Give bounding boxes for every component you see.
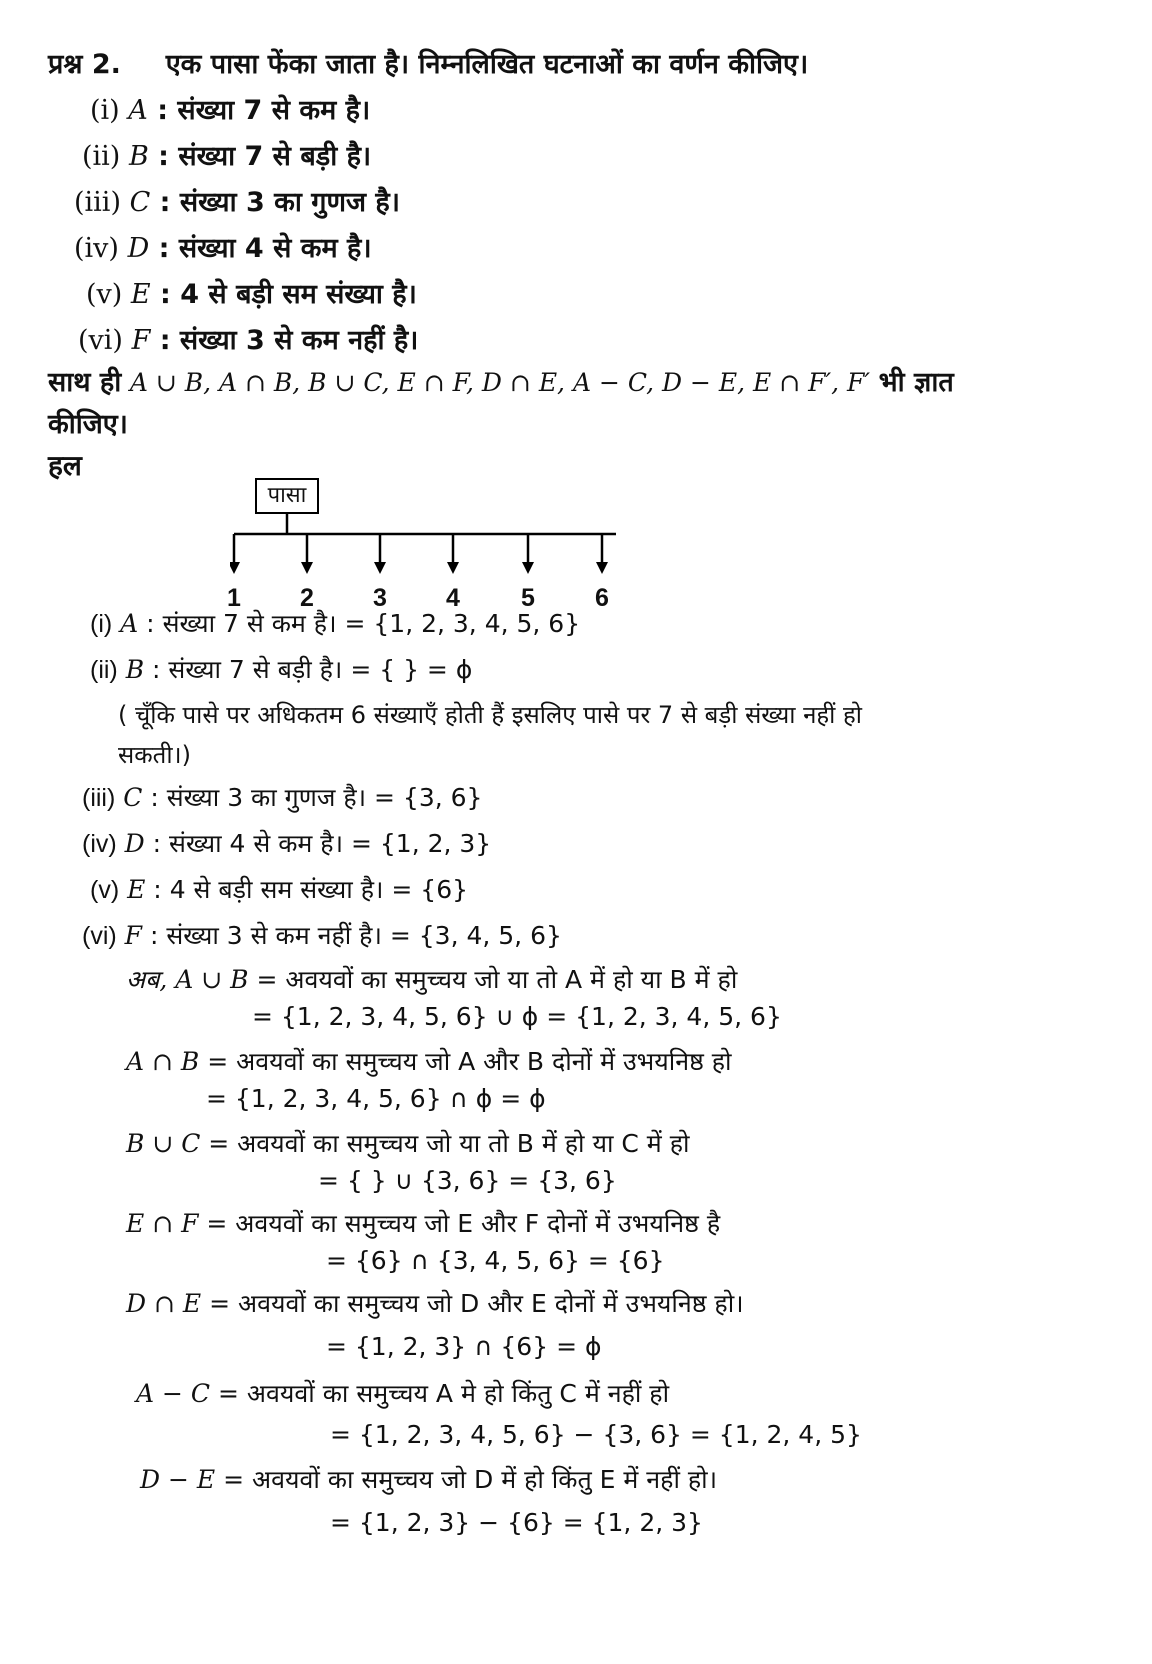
op-lhs: E ∩ F (126, 1209, 199, 1238)
event-desc: 4 से बड़ी सम संख्या है। (180, 279, 417, 310)
event-label: F (131, 325, 151, 356)
op-diff-de-result: = {1, 2, 3} − {6} = {1, 2, 3} (330, 1508, 703, 1537)
event-label: C (123, 783, 143, 812)
event-roman: (iv) (74, 233, 119, 264)
die-face-1: 1 (227, 584, 241, 612)
question-event-5: (v) E : 4 से बड़ी सम संख्या है। (86, 279, 417, 310)
die-face-4: 4 (446, 584, 460, 612)
event-roman: (vi) (78, 325, 123, 356)
event-desc: संख्या 3 का गुणज है। = {3, 6} (166, 783, 483, 812)
op-union-ab-result: = {1, 2, 3, 4, 5, 6} ∪ ϕ = {1, 2, 3, 4, 5, 6} (252, 1002, 782, 1031)
question-text: एक पासा फेंका जाता है। निम्नलिखित घटनाओं का वर्णन कीजिए। (165, 49, 809, 80)
die-face-3: 3 (373, 584, 387, 612)
event-desc: संख्या 3 से कम नहीं है। (179, 325, 419, 356)
solution-event-6: (vi) F : संख्या 3 से कम नहीं है। = {3, 4, 5, 6} (82, 921, 562, 950)
event-label: D (124, 829, 145, 858)
op-lhs: D ∩ E (126, 1289, 202, 1318)
op-definition: = अवयवों का समुच्चय जो D और E दोनों में उभयनिष्ठ हो। (201, 1289, 744, 1318)
op-union-bc-result: = { } ∪ {3, 6} = {3, 6} (318, 1166, 617, 1195)
op-intersect-de (126, 1286, 744, 1320)
solution-heading: हल (48, 449, 82, 482)
event-roman: (i) (90, 95, 120, 126)
event-desc: संख्या 3 से कम नहीं है। = {3, 4, 5, 6} (166, 921, 562, 950)
op-lhs: अब, A ∪ B (126, 965, 249, 994)
op-definition: = अवयवों का समुच्चय जो या तो B में हो या C में हो (200, 1129, 690, 1158)
also-find-line (48, 362, 954, 399)
arrow-head-4 (447, 562, 459, 574)
question-heading (48, 44, 808, 81)
op-definition: = अवयवों का समुच्चय जो D में हो किंतु E में नहीं हो। (215, 1465, 718, 1494)
question-event-4: (iv) D : संख्या 4 से कम है। (74, 233, 372, 264)
op-lhs: A − C (136, 1379, 211, 1408)
op-intersect-de-result: = {1, 2, 3} ∩ {6} = ϕ (326, 1332, 602, 1361)
die-face-5: 5 (521, 584, 535, 612)
event-desc: संख्या 7 से कम है। = {1, 2, 3, 4, 5, 6} (162, 609, 581, 638)
event-desc: संख्या 4 से कम है। = {1, 2, 3} (169, 829, 492, 858)
also-suffix: भी ज्ञात (878, 367, 954, 398)
also-prefix: साथ ही (48, 367, 122, 398)
op-definition: = अवयवों का समुच्चय जो A और B दोनों में उभयनिष्ठ हो (199, 1047, 732, 1076)
solution-event-1: (i) A : संख्या 7 से कम है। = {1, 2, 3, 4, 5, 6} (90, 609, 581, 638)
arrow-head-1 (230, 562, 240, 574)
op-lhs: A ∩ B (126, 1047, 200, 1076)
arrow-head-3 (374, 562, 386, 574)
op-union-ab (126, 962, 737, 996)
dice-tree-lines (230, 478, 650, 588)
event-desc: संख्या 7 से बड़ी है। (178, 141, 372, 172)
op-definition: = अवयवों का समुच्चय जो E और F दोनों में उभयनिष्ठ है (198, 1209, 721, 1238)
event-label: E (127, 875, 146, 904)
question-event-6: (vi) F : संख्या 3 से कम नहीं है। (78, 325, 419, 356)
die-box: पासा (255, 478, 319, 514)
event-roman: (ii) (82, 141, 121, 172)
op-intersect-ef (126, 1206, 720, 1240)
op-diff-ac-result: = {1, 2, 3, 4, 5, 6} − {3, 6} = {1, 2, 4, 5} (330, 1420, 862, 1449)
arrow-head-2 (301, 562, 313, 574)
event-desc: संख्या 4 से कम है। (178, 233, 372, 264)
event-label: E (130, 279, 151, 310)
event-roman: (iii) (74, 187, 121, 218)
note-line-2: सकती।) (118, 741, 192, 769)
event-label: F (124, 921, 143, 950)
event-roman: (ii) (90, 656, 118, 684)
arrow-head-5 (522, 562, 534, 574)
question-event-2: (ii) B : संख्या 7 से बड़ी है। (82, 141, 372, 172)
solution-event-4: (iv) D : संख्या 4 से कम है। = {1, 2, 3} (82, 829, 492, 858)
note-line-1: ( चूँकि पासे पर अधिकतम 6 संख्याएँ होती हैं इसलिए पासे पर 7 से बड़ी संख्या नहीं हो (118, 701, 862, 729)
op-intersect-ab-result: = {1, 2, 3, 4, 5, 6} ∩ ϕ = ϕ (206, 1084, 546, 1113)
op-diff-de (140, 1462, 717, 1496)
op-definition: = अवयवों का समुच्चय A मे हो किंतु C में नहीं हो (210, 1379, 670, 1408)
event-desc: संख्या 7 से बड़ी है। = { } = ϕ (168, 655, 473, 684)
event-roman: (vi) (82, 922, 117, 950)
event-roman: (iv) (82, 830, 117, 858)
op-definition: = अवयवों का समुच्चय जो या तो A में हो या B में हो (248, 965, 738, 994)
op-lhs: B ∪ C (126, 1129, 201, 1158)
die-face-2: 2 (300, 584, 314, 612)
event-label: B (125, 655, 145, 684)
op-lhs: D − E (140, 1465, 216, 1494)
arrow-head-6 (596, 562, 608, 574)
event-roman: (i) (90, 610, 113, 638)
question-event-3: (iii) C : संख्या 3 का गुणज है। (74, 187, 401, 218)
event-label: D (127, 233, 150, 264)
event-roman: (v) (86, 279, 123, 310)
event-roman: (iii) (82, 784, 116, 812)
also-sets: A ∪ B, A ∩ B, B ∪ C, E ∩ F, D ∩ E, A − C, D − E, E ∩ F′, F′ (129, 368, 871, 397)
event-label: B (128, 141, 149, 172)
event-label: A (128, 95, 148, 126)
solution-event-5: (v) E : 4 से बड़ी सम संख्या है। = {6} (90, 875, 469, 904)
event-desc: संख्या 3 का गुणज है। (179, 187, 401, 218)
question-number: प्रश्न 2. (48, 49, 121, 80)
event-label: A (120, 609, 139, 638)
op-intersect-ef-result: = {6} ∩ {3, 4, 5, 6} = {6} (326, 1246, 665, 1275)
also-find-line-2: कीजिए। (48, 409, 128, 440)
op-diff-ac (136, 1376, 669, 1410)
event-desc: 4 से बड़ी सम संख्या है। = {6} (169, 875, 469, 904)
event-desc: संख्या 7 से कम है। (177, 95, 371, 126)
question-event-1: (i) A : संख्या 7 से कम है। (90, 95, 371, 126)
event-label: C (129, 187, 151, 218)
solution-event-3: (iii) C : संख्या 3 का गुणज है। = {3, 6} (82, 783, 483, 812)
op-intersect-ab (126, 1044, 732, 1078)
op-union-bc (126, 1126, 689, 1160)
event-roman: (v) (90, 876, 120, 904)
die-face-6: 6 (595, 584, 609, 612)
solution-event-2: (ii) B : संख्या 7 से बड़ी है। = { } = ϕ (90, 655, 473, 684)
